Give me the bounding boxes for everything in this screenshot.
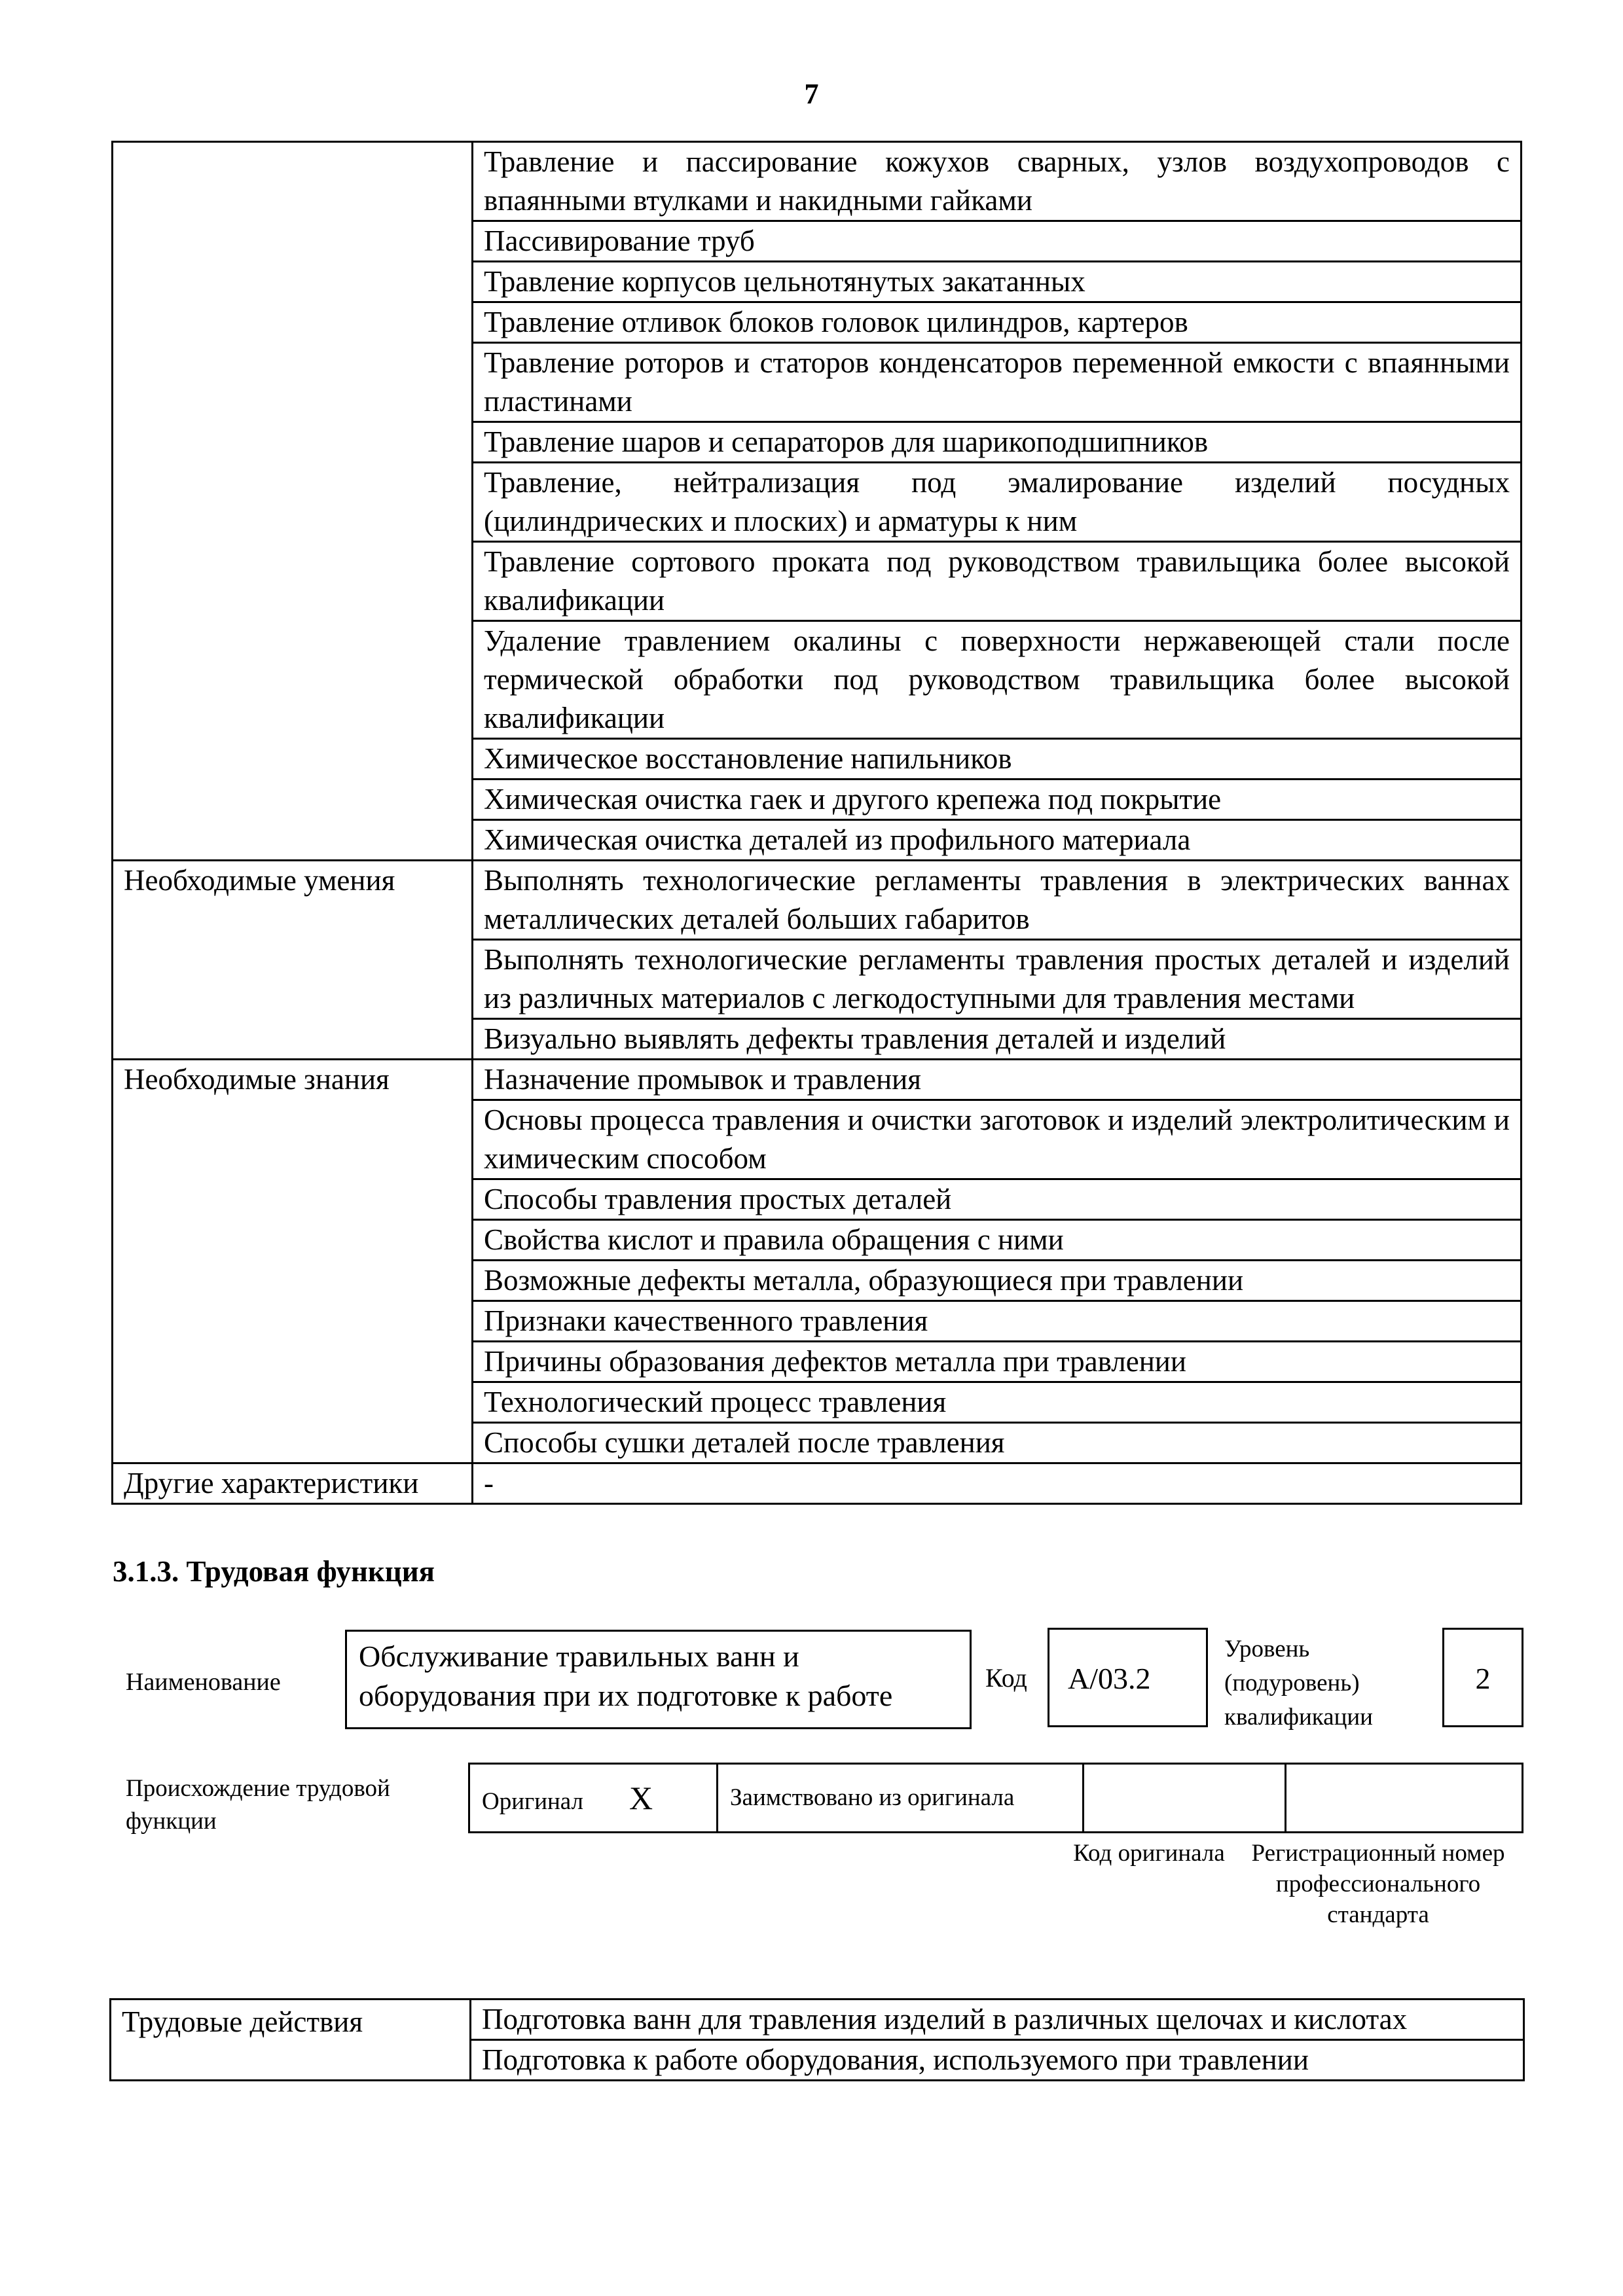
reg-number-cell — [1286, 1764, 1523, 1833]
knowledge-item: Способы травления простых деталей — [473, 1179, 1522, 1220]
origin-label: Происхождение трудовой функции — [126, 1775, 390, 1835]
table-row — [113, 1060, 1522, 1100]
table-row — [113, 861, 1522, 940]
knowledge-item: Возможные дефекты металла, образующиеся при травлении — [473, 1261, 1522, 1301]
labor-action-item: Травление сортового проката под руководством травильщика более высокой квалификации — [473, 542, 1522, 621]
skill-item: Визуально выявлять дефекты травления деталей и изделий — [473, 1019, 1522, 1060]
original-cell — [469, 1764, 718, 1833]
knowledge-item: Причины образования дефектов металла при травлении — [473, 1342, 1522, 1382]
labor-actions-table — [109, 1998, 1525, 2081]
code-label: Код — [985, 1663, 1027, 1693]
original-code-cell — [1084, 1764, 1286, 1833]
other-value: - — [473, 1463, 1522, 1504]
labor-action-item: Травление корпусов цельнотянутых закатанных — [473, 262, 1522, 302]
table-row — [469, 1764, 1523, 1833]
labor-actions-label: Трудовые действия — [111, 2000, 471, 2081]
skills-label: Необходимые умения — [113, 861, 473, 1060]
labor-action-item: Травление отливок блоков головок цилиндров, картеров — [473, 302, 1522, 343]
skill-item: Выполнять технологические регламенты травления простых деталей и изделий из различных материалов с легкодоступными для травления местами — [473, 940, 1522, 1019]
labor-action-item: Травление роторов и статоров конденсаторов переменной емкости с впаянными пластинами — [473, 343, 1522, 422]
section-title: 3.1.3. Трудовая функция — [113, 1555, 435, 1588]
knowledge-item: Технологический процесс травления — [473, 1382, 1522, 1423]
knowledge-item: Назначение промывок и травления — [473, 1060, 1522, 1100]
knowledge-label: Необходимые знания — [113, 1060, 473, 1463]
labor-action-item: Подготовка ванн для травления изделий в различных щелочах и кислотах — [471, 2000, 1524, 2040]
knowledge-item: Способы сушки деталей после травления — [473, 1423, 1522, 1463]
labor-action-item: Удаление травлением окалины с поверхности нержавеющей стали после термической обработки под руководством травильщика более высокой квалификации — [473, 621, 1522, 739]
labor-action-item: Химическая очистка деталей из профильного материала — [473, 820, 1522, 861]
competency-table — [111, 141, 1522, 1505]
code-caption: Код оригинала — [1073, 1840, 1225, 1867]
labor-action-item: Подготовка к работе оборудования, используемого при травлении — [471, 2040, 1524, 2081]
labor-action-item: Химическое восстановление напильников — [473, 739, 1522, 780]
function-code-box: А/03.2 — [1048, 1628, 1208, 1727]
original-label: Оригинал — [482, 1788, 584, 1815]
table-row — [111, 2000, 1524, 2040]
table-row — [113, 1463, 1522, 1504]
original-mark: X — [629, 1780, 653, 1816]
labor-action-item: Травление шаров и сепараторов для шарикоподшипников — [473, 422, 1522, 463]
labor-actions-label-cell — [113, 142, 473, 861]
level-value-box: 2 — [1442, 1628, 1523, 1727]
other-label: Другие характеристики — [113, 1463, 473, 1504]
knowledge-item: Свойства кислот и правила обращения с ними — [473, 1220, 1522, 1261]
labor-action-item: Травление, нейтрализация под эмалирование изделий посудных (цилиндрических и плоских) и арматуры к ним — [473, 463, 1522, 542]
origin-table — [468, 1763, 1523, 1833]
knowledge-item: Основы процесса травления и очистки заготовок и изделий электролитическим и химическим способом — [473, 1100, 1522, 1179]
labor-action-item: Пассивирование труб — [473, 221, 1522, 262]
table-row — [113, 142, 1522, 221]
level-label: Уровень (подуровень) квалификации — [1224, 1636, 1373, 1731]
function-name-box: Обслуживание травильных ванн и оборудования при их подготовке к работе — [345, 1630, 972, 1729]
reg-number-caption: Регистрационный номер профессионального стандарта — [1251, 1840, 1505, 1928]
borrowed-label: Заимствовано из оригинала — [718, 1764, 1084, 1833]
skill-item: Выполнять технологические регламенты травления в электрических ваннах металлических деталей больших габаритов — [473, 861, 1522, 940]
knowledge-item: Признаки качественного травления — [473, 1301, 1522, 1342]
labor-action-item: Химическая очистка гаек и другого крепежа под покрытие — [473, 780, 1522, 820]
name-label: Наименование — [126, 1668, 281, 1696]
labor-action-item: Травление и пассирование кожухов сварных, узлов воздухопроводов с впаянными втулками и накидными гайками — [473, 142, 1522, 221]
page-number: 7 — [804, 78, 819, 110]
